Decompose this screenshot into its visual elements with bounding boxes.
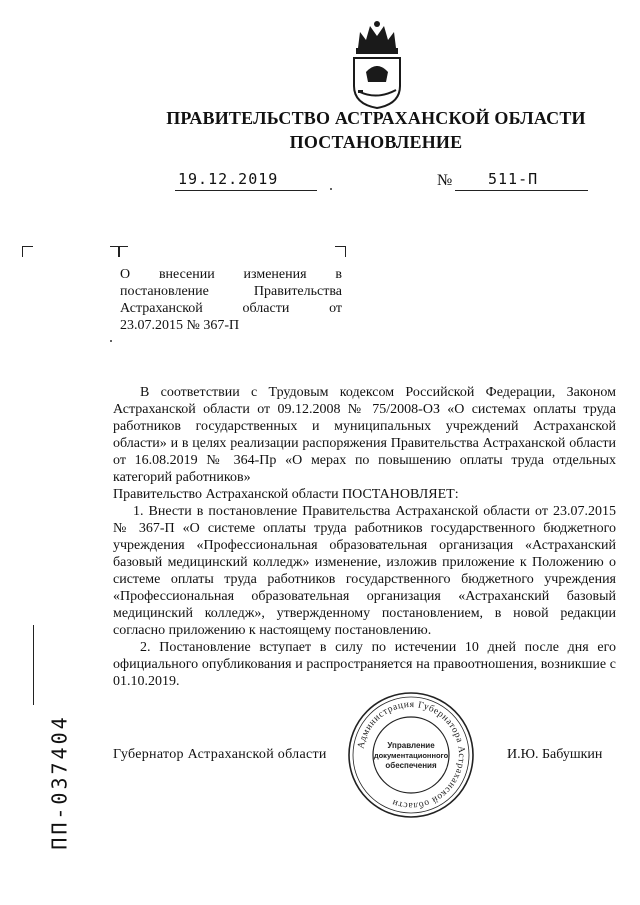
margin-line <box>33 625 34 705</box>
item-1-paragraph: 1. Внести в постановление Правительства Астраханской области от 23.07.2015 № 367-П «О системе оплаты труда работников государственного бюджетного учреждения «Профессиональная образовательная организация «Астраханский базовый медицинский колледж» изменение, изложив приложение к Положению о системе оплаты труда работников государственного бюджетного учреждения «Профессиональная образовательная организация «Астраханский базовый медицинский колледж», утвержденному постановлением, в новой редакции согласно приложению к настоящему постановлению. <box>113 504 616 638</box>
number-label: № <box>437 172 453 189</box>
document-serial-code: ПП-037404 <box>47 714 72 850</box>
dot-mark <box>330 188 332 190</box>
date-underline <box>175 190 317 191</box>
corner-mark-inner-1 <box>110 246 119 257</box>
subject-line: О внесении изменения в <box>120 267 342 282</box>
subject-block <box>120 266 342 334</box>
subject-line: 23.07.2015 № 367-П <box>120 318 240 333</box>
subject-line: Астраханской области от <box>120 301 342 316</box>
document-type-title: ПОСТАНОВЛЕНИЕ <box>289 132 463 152</box>
preamble-paragraph: В соответствии с Трудовым кодексом Российской Федерации, Законом Астраханской области от 09.12.2008 № 75/2008-ОЗ «О системах оплаты труда работников государственных и муниципальных учреждений Астраханской области» и в целях реализации распоряжения Правительства Астраханской области от 16.08.2019 № 364-Пр «О мерах по повышению оплаты труда отдельных категорий работников» <box>113 385 616 485</box>
document-date: 19.12.2019 <box>178 170 279 188</box>
official-stamp <box>346 690 476 820</box>
stamp-center-line: Управление <box>387 741 435 750</box>
number-underline <box>455 190 588 191</box>
resolves-paragraph: Правительство Астраханской области ПОСТАНОВЛЯЕТ: <box>113 487 459 502</box>
document-body <box>113 384 616 690</box>
corner-mark-left <box>22 246 33 257</box>
organization-title: ПРАВИТЕЛЬСТВО АСТРАХАНСКОЙ ОБЛАСТИ <box>166 108 586 128</box>
signatory-name: И.Ю. Бабушкин <box>507 747 603 762</box>
signatory-title: Губернатор Астраханской области <box>113 747 327 762</box>
corner-mark-right <box>335 246 346 257</box>
subject-line: постановление Правительства <box>120 284 342 299</box>
coat-of-arms-icon <box>346 20 408 110</box>
item-2-paragraph: 2. Постановление вступает в силу по истечении 10 дней после дня его официального опубликования и распространяется на правоотношения, возникшие с 01.10.2019. <box>113 640 616 689</box>
dot-mark <box>110 340 112 342</box>
stamp-ring-text: Администрация Губернатора Астраханской области <box>356 699 467 811</box>
document-number: 511-П <box>488 170 539 188</box>
stamp-center-line: обеспечения <box>385 761 437 770</box>
corner-mark-inner-2 <box>119 246 128 257</box>
stamp-center-line: документационного <box>373 751 449 760</box>
